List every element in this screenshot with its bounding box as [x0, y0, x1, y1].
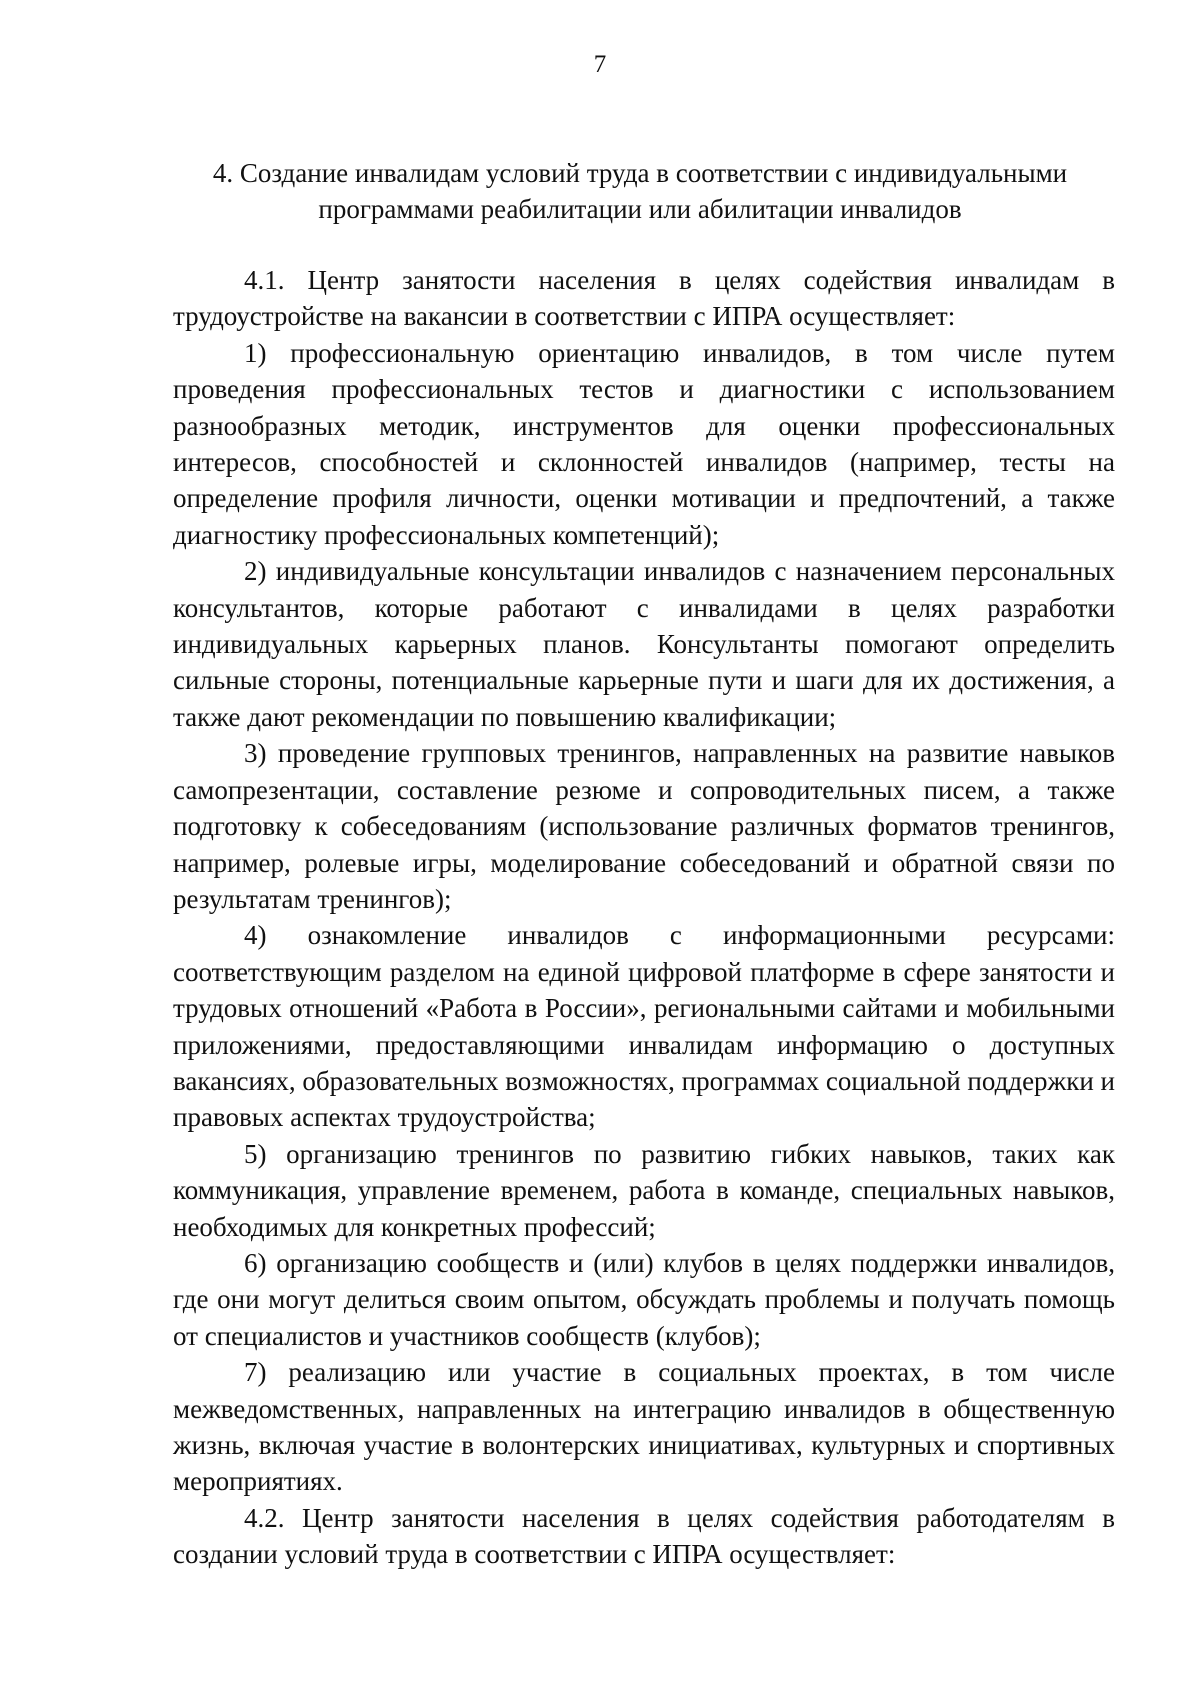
paragraph-4-2: 4.2. Центр занятости населения в целях содействия работодателям в создании условий труда в соответствии с ИПРА осуществляет: — [173, 1502, 1115, 1570]
list-item-7: 7) реализацию или участие в социальных проектах, в том числе межведомственных, направленных на интеграцию инвалидов в общественную жизнь, включая участие в волонтерских инициативах, культурных и спортивных мероприятиях. — [173, 1357, 1115, 1497]
section-heading: 4. Создание инвалидам условий труда в соответствии с индивидуальными программами реабилитации или абилитации инвалидов — [212, 158, 1068, 224]
body-text — [173, 262, 1115, 1573]
list-item-2: 2) индивидуальные консультации инвалидов с назначением персональных консультантов, которые работают с инвалидами в целях разработки индивидуальных карьерных планов. Консультанты помогают определить сильные стороны, потенциальные карьерные пути и шаги для их достижения, а также дают рекомендации по повышению квалификации; — [173, 556, 1115, 732]
list-item-3: 3) проведение групповых тренингов, направленных на развитие навыков самопрезентации, составление резюме и сопроводительных писем, а также подготовку к собеседованиям (использование различных форматов тренингов, например, ролевые игры, моделирование собеседований и обратной связи по результатам тренингов); — [173, 738, 1115, 914]
list-item-5: 5) организацию тренингов по развитию гибких навыков, таких как коммуникация, управление временем, работа в команде, специальных навыков, необходимых для конкретных профессий; — [173, 1138, 1115, 1242]
list-item-1: 1) профессиональную ориентацию инвалидов, в том числе путем проведения профессиональных тестов и диагностики с использованием разнообразных методик, инструментов для оценки профессиональных интересов, способностей и склонностей инвалидов (например, тесты на определение профиля личности, оценки мотивации и предпочтений, а также диагностику профессиональных компетенций); — [173, 337, 1115, 550]
list-item-6: 6) организацию сообществ и (или) клубов в целях поддержки инвалидов, где они могут делиться своим опытом, обсуждать проблемы и получать помощь от специалистов и участников сообществ (клубов); — [173, 1247, 1115, 1351]
page-number: 7 — [593, 51, 607, 78]
list-item-4: 4) ознакомление инвалидов с информационными ресурсами: соответствующим разделом на единой цифровой платформе в сфере занятости и трудовых отношений «Работа в России», региональными сайтами и мобильными приложениями, предоставляющими инвалидам информацию о доступных вакансиях, образовательных возможностях, программах социальной поддержки и правовых аспектах трудоустройства; — [173, 920, 1115, 1133]
paragraph-4-1: 4.1. Центр занятости населения в целях содействия инвалидам в трудоустройстве на вакансии в соответствии с ИПРА осуществляет: — [173, 265, 1115, 332]
